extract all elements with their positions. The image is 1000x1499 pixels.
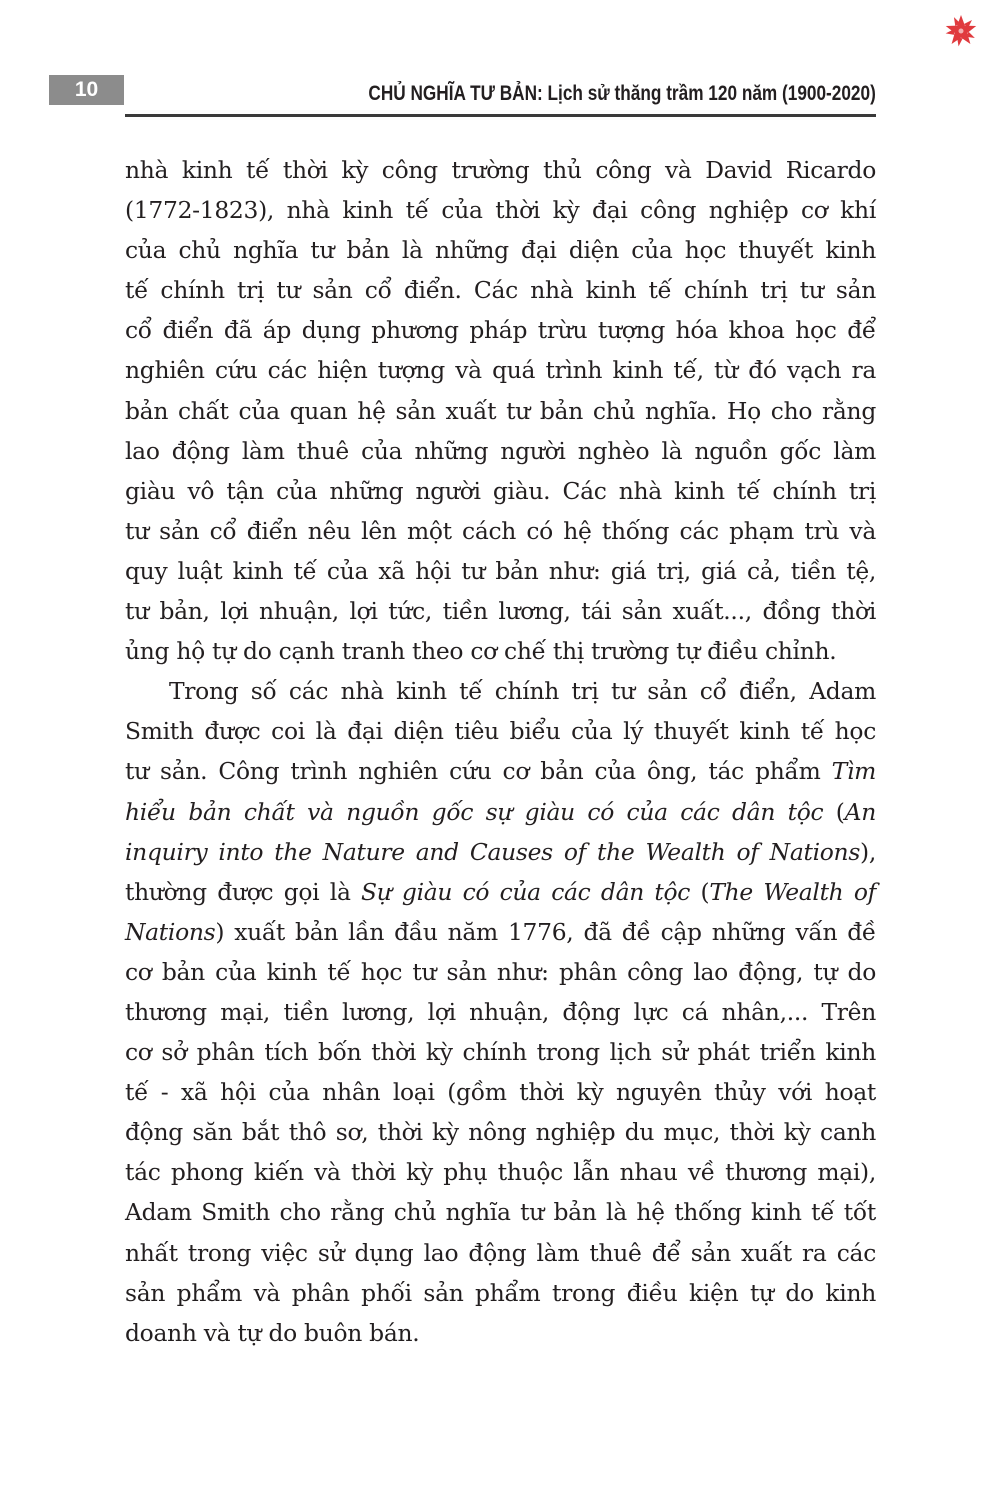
text-line xyxy=(125,711,876,751)
text-line xyxy=(125,1192,876,1232)
italic-text: Sự giàu có của các dân tộc xyxy=(361,877,691,906)
running-header-title: CHỦ NGHĨA TƯ BẢN: Lịch sử thăng trầm 120 năm (1900-2020) xyxy=(368,82,876,105)
text-run: ( xyxy=(823,797,845,826)
text-line xyxy=(125,230,876,270)
text-line xyxy=(125,952,876,992)
text-line xyxy=(125,1152,876,1192)
page-number: 10 xyxy=(49,75,124,105)
text-run: quy luật kinh tế của xã hội tư bản như: giá trị, giá cả, tiền tệ, xyxy=(125,556,876,585)
text-line xyxy=(125,992,876,1032)
italic-text: The Wealth of xyxy=(709,877,876,906)
text-run: bản chất của quan hệ sản xuất tư bản chủ nghĩa. Họ cho rằng xyxy=(125,396,876,425)
text-run: nhà kinh tế thời kỳ công trường thủ công và David Ricardo xyxy=(125,156,876,184)
text-run: tư bản, lợi nhuận, lợi tức, tiền lương, tái sản xuất..., đồng thời xyxy=(125,597,876,626)
italic-text: An xyxy=(844,797,876,826)
header-divider xyxy=(125,114,876,117)
text-run: thường được gọi là xyxy=(125,877,362,906)
text-line xyxy=(125,671,876,711)
text-run: ủng hộ tự do cạnh tranh theo cơ chế thị trường tự điều chỉnh. xyxy=(125,637,837,666)
text-line xyxy=(125,872,876,912)
text-run: tư sản. Công trình nghiên cứu cơ bản của ông, tác phẩm xyxy=(125,757,832,786)
red-flower-logo-icon xyxy=(944,14,978,48)
text-run: tư sản cổ điển nêu lên một cách có hệ thống các phạm trù và xyxy=(125,516,876,545)
text-line xyxy=(125,832,876,872)
text-line xyxy=(125,1032,876,1072)
paragraph xyxy=(125,671,876,1353)
text-line xyxy=(125,751,876,791)
text-line xyxy=(125,391,876,431)
text-run: Adam Smith cho rằng chủ nghĩa tư bản là hệ thống kinh tế tốt xyxy=(125,1198,876,1227)
text-line xyxy=(125,1072,876,1112)
text-run: cơ bản của kinh tế học tư sản như: phân công lao động, tự do xyxy=(125,957,876,986)
text-run: cổ điển đã áp dụng phương pháp trừu tượng hóa khoa học để xyxy=(125,316,876,345)
text-run: sản phẩm và phân phối sản phẩm trong điều kiện tự do kinh xyxy=(125,1278,876,1307)
paragraph xyxy=(125,150,876,671)
text-line xyxy=(125,1313,876,1353)
text-run: tác phong kiến và thời kỳ phụ thuộc lẫn nhau về thương mại), xyxy=(125,1158,876,1187)
text-run: cơ sở phân tích bốn thời kỳ chính trong lịch sử phát triển kinh xyxy=(125,1038,876,1067)
text-line xyxy=(125,471,876,511)
text-run: của chủ nghĩa tư bản là những đại diện của học thuyết kinh xyxy=(125,236,876,265)
text-run: ), xyxy=(860,837,876,866)
italic-text: Nations xyxy=(125,917,216,946)
paragraph-container xyxy=(125,150,876,1353)
italic-text: Tìm xyxy=(831,757,876,786)
text-run: Smith được coi là đại diện tiêu biểu của lý thuyết kinh tế học xyxy=(125,717,876,746)
text-line xyxy=(125,431,876,471)
text-run: lao động làm thuê của những người nghèo là nguồn gốc làm xyxy=(125,436,876,465)
text-run: động săn bắt thô sơ, thời kỳ nông nghiệp du mục, thời kỳ canh xyxy=(125,1118,876,1147)
italic-text: hiểu bản chất và nguồn gốc sự giàu có của các dân tộc xyxy=(125,797,824,826)
text-run: thương mại, tiền lương, lợi nhuận, động lực cá nhân,... Trên xyxy=(125,997,876,1026)
text-line xyxy=(125,150,876,190)
text-run: nghiên cứu các hiện tượng và quá trình kinh tế, từ đó vạch ra xyxy=(125,356,876,385)
text-line xyxy=(125,631,876,671)
text-run: giàu vô tận của những người giàu. Các nhà kinh tế chính trị xyxy=(125,476,876,505)
text-line xyxy=(125,350,876,390)
text-run: ( xyxy=(690,877,710,906)
text-line xyxy=(125,511,876,551)
text-line xyxy=(125,310,876,350)
text-run: ) xuất bản lần đầu năm 1776, đã đề cập những vấn đề xyxy=(215,917,876,946)
text-run: doanh và tự do buôn bán. xyxy=(125,1318,420,1347)
text-line xyxy=(125,1233,876,1273)
text-run: tế chính trị tư sản cổ điển. Các nhà kinh tế chính trị tư sản xyxy=(125,276,876,305)
text-run: (1772-1823), nhà kinh tế của thời kỳ đại công nghiệp cơ khí xyxy=(125,196,876,225)
italic-text: inquiry into the Nature and Causes of the Wealth of Nations xyxy=(125,837,861,866)
text-run: nhất trong việc sử dụng lao động làm thuê để sản xuất ra các xyxy=(125,1238,876,1267)
text-line xyxy=(125,270,876,310)
text-line xyxy=(125,912,876,952)
text-line xyxy=(125,190,876,230)
text-line xyxy=(125,591,876,631)
text-line xyxy=(125,792,876,832)
text-run: tế - xã hội của nhân loại (gồm thời kỳ nguyên thủy với hoạt xyxy=(125,1078,876,1107)
text-line xyxy=(125,1112,876,1152)
body-text xyxy=(125,150,876,1353)
text-line xyxy=(125,1273,876,1313)
text-run: Trong số các nhà kinh tế chính trị tư sản cổ điển, Adam xyxy=(169,677,876,706)
text-line xyxy=(125,551,876,591)
